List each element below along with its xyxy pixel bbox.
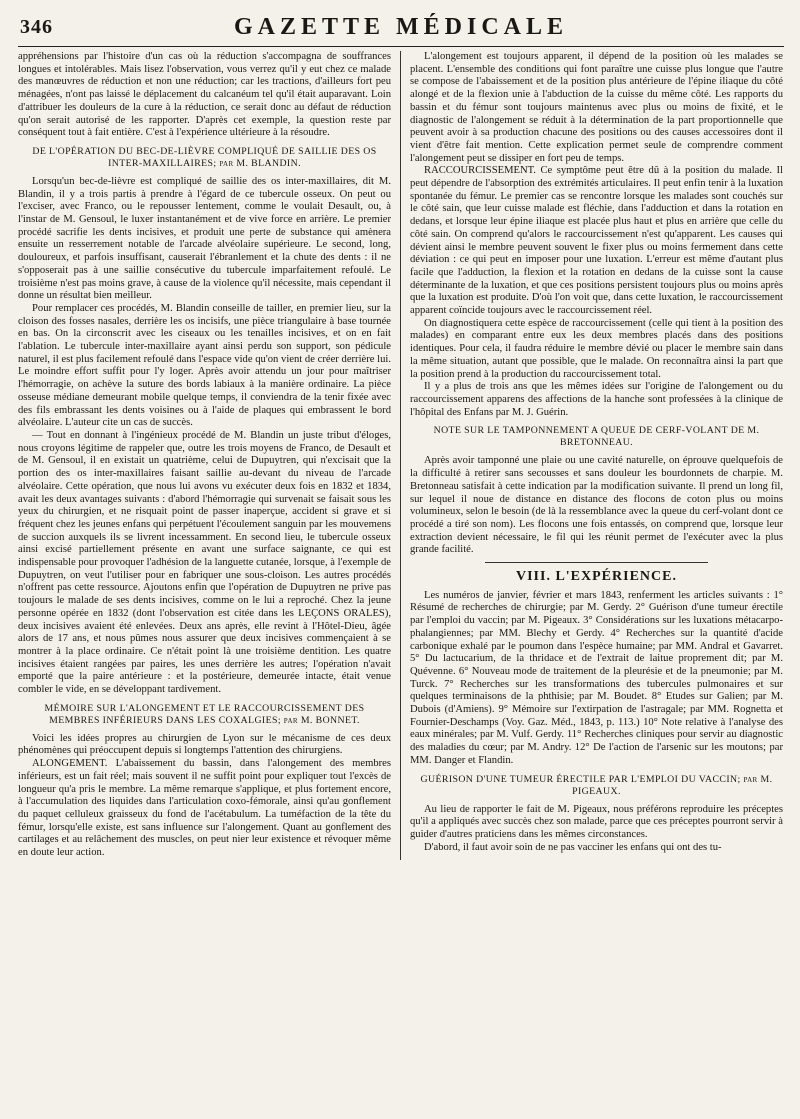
article-title-blandin: DE L'OPÉRATION DU BEC-DE-LIÈVRE COMPLIQUÉ DE SAILLIE DES OS INTER-MAXILLAIRES; par M. BLANDIN. [32, 145, 377, 169]
paragraph-lead: ALONGEMENT. [32, 758, 108, 770]
article-title-pigeaux: GUÉRISON D'UNE TUMEUR ÉRECTILE PAR L'EMPLOI DU VACCIN; par M. PIGEAUX. [420, 773, 773, 797]
paragraph: Après avoir tamponné une plaie ou une cavité naturelle, on éprouve quelquefois de la difficulté à retirer sans secousses et sans douleur les bourdonnets de charpie. M. Bretonneau satisfait à cette indication par la modification suivante. Il prend un long fil, sur lequel il noue de distance en distance des flocons de coton plus ou moins volumineux, selon le besoin (de là la ressemblance avec la queue du cerf-volant dont ce procédé a tiré son nom). Les flocons une fois entassés, on comprend que, lorsque leur extraction devient nécessaire, le fil qui les réunit permet de l'exécuter avec la plus grande facilité. [410, 455, 783, 556]
paragraph: L'alongement est toujours apparent, il dépend de la position où les malades se placent. L'ensemble des conditions qui font paraître une cuisse plus longue que l'autre se compose de l'abaissement et de la position plus antérieure de l'épine iliaque du côté alongé et de la flexion unie à l'abduction de la cuisse du même côté. Les rapports du bassin et du fémur sont toujours maintenus avec plus ou moins de fixité, et le diagnostic de l'alongement se réduit à la détermination de la part proportionnelle que peuvent avoir à sa production chacune des positions ou des causes accessoires dont il vient d'être fait mention. Cette explication permet seule de comprendre comment l'alongement peut se dissiper en fort peu de temps. [410, 51, 783, 164]
paragraph [18, 758, 391, 860]
paragraph: Les numéros de janvier, février et mars 1843, renferment les articles suivants : 1° Résumé de recherches de chirurgie; par M. Gerdy. 2° Guérison d'une tumeur érectile par l'emploi du vaccin; par M. Pigeaux. 3° Considérations sur les luxations métacarpo-phalangiennes; par MM. Blechy et Gerdy. 4° Recherches sur la quantité d'acide carbonique exhalé par le poumon dans l'espèce humaine; par MM. Andral et Gavarret. 5° Du lactucarium, de la thridace et de l'extrait de laitue proprement dit; par M. Quévenne. 6° Nouveau mode de traitement de la pleurésie et de la pneumonie; par M. Turck. 7° Recherches sur les transformations des tubercules pulmonaires et sur quelques terminaisons de la phthisie; par M. Boudet. 8° Etudes sur Galien; par M. Dubois (d'Amiens). 9° Mémoire sur l'extirpation de l'astragale; par MM. Rognetta et Fournier-Deschamps (Voy. Gaz. Méd., 1843, p. 113.) 10° Note relative à l'analyse des eaux minérales; par M. Vulf. Gerdy. 11° Recherches cliniques pour servir au diagnostic des maladies du cœur; par M. Andry. 12° De l'action de l'arsenic sur les moutons; par MM. Danger et Flandin. [410, 589, 783, 766]
text-columns [18, 51, 784, 860]
divider [485, 562, 709, 563]
article-title-bonnet: MÉMOIRE SUR L'ALONGEMENT ET LE RACCOURCISSEMENT DES MEMBRES INFÉRIEURS DANS LES COXALGIES; par M. BONNET. [44, 702, 365, 726]
section-heading: VIII. L'EXPÉRIENCE. [516, 569, 677, 585]
journal-title: GAZETTE MÉDICALE [233, 14, 569, 40]
left-column [18, 51, 401, 860]
paragraph: Pour remplacer ces procédés, M. Blandin conseille de tailler, en premier lieu, sur la cloison des fosses nasales, derrière les os incisifs, une pièce triangulaire à base tournée en bas. On la circonscrit avec les ciseaux ou les tenailles incisives, et on en fait l'ablation. Le tubercule inter-maxillaire ayant ainsi perdu son support, son pédicule naturel, il est plus facilement refoulé dans l'espace vide qu'on vient de créer derrière lui. Le moindre effort suffit pour l'y loger. Après avoir attendu un jour pour maîtriser l'hémorragie, on achève la suture des bords labiaux à la manière ordinaire. La pièce osseuse médiane demeurant mobile quelque temps, il conviendra de la tenir fixée avec des fils embrassant les dents voisines ou à l'aide de plaques qui embrassent le bord alvéolaire. L'auteur cite un cas de succès. [18, 302, 391, 429]
paragraph [410, 165, 783, 317]
paragraph: On diagnostiquera cette espèce de raccourcissement (celle qui tient à la position des malades) en comparant entre eux les deux membres placés dans des positions identiques. Pour cela, il faudra réduire le membre dévié ou placer le membre sain dans la même situation, autant que possible, que le malade. On reconnaîtra ainsi la part que la position prend à la production du raccourcissement total. [410, 317, 783, 380]
paragraph: — Tout en donnant à l'ingénieux procédé de M. Blandin un juste tribut d'éloges, nous croyons légitime de rappeler que, outre les trois moyens de Franco, de Desault et de M. Gensoul, il en existait un quatrième, celui de Dupuytren, qui n'excisait que la portion des os inter-maxillaires faisant saillie au-devant du niveau de l'arcade alvéolaire. Cette opération, que nous lui avons vu exécuter deux fois en 1832 et 1834, avait les deux avantages suivants : d'abord l'hémorragie qui survenait se faisait sous les yeux du chirurgien, et ne risquait point de passer inaperçue, accident si grave et si fréquent chez les jeunes enfans qui perpétuent l'écoulement sanguin par les mouvemens de succion auxquels ils se livrent incessamment. En second lieu, le tubercule osseux ainsi excisé partiellement présente en avant une surface saignante, ce qui est indispensable pour provoquer l'adhésion de la languette cutanée, lorsque, à l'exemple de Dupuytren, on veut l'utiliser pour en fabriquer une sous-cloison. Les autres procédés n'offrent pas cette ressource. Ajoutons enfin que l'opération de Dupuytren ne prive pas toujours le malade de ses dents incisives, comme on le lui a reproché. Chez la jeune personne opérée en 1832 (dont l'observation est citée dans les LEÇONS ORALES), deux incisives avaient été enlevées. Deux ans après, elle revint à l'Hôtel-Dieu, âgée alors de 17 ans, et nous pûmes nous assurer que deux incisives commençaient à se montrer à la place ordinaire. Ce n'était point là une troisième dentition. Les quatre incisives étaient rangées par paires, les unes derrière les autres; l'opération n'avait emporté que la paire antérieure : et la postérieure, demeurée intacte, était venue combler le vide, en se développant tardivement. [18, 429, 392, 696]
page-header [18, 10, 784, 47]
paragraph: appréhensions par l'histoire d'un cas où la réduction s'accompagna de souffrances longues et intolérables. Mais lisez l'observation, vous verrez qu'il y eut chez ce malade des manœuvres de réduction et non une réduction; car les tractions, d'ailleurs fort peu ménagées, n'ont pas laissé le déplacement du calcanéum tel qu'il était auparavant. Loin d'attribuer les douleurs de la cure à la réduction, ce serait donc au défaut de réduction qu'on serait autorisé de les rapporter. D'après cet exemple, la question reste par conséquent tout à fait entière. C'est à l'expérience ultérieure à la résoudre. [18, 51, 391, 139]
paragraph-body: L'abaissement du bassin, dans l'alongement des membres inférieurs, est un fait réel; mais souvent il ne suffit point pour expliquer tout l'excès de longueur qu'a pris le membre. La même remarque s'applique, et plus fortement encore, à l'accumulation des liquides dans l'articulation coxo-fémorale, ainsi qu'au gonflement du paquet celluleux graisseux du fond de l'acétabulum. La tuméfaction de la tête du fémur, lorsqu'elle existe, est sans influence sur l'alongement. Quant au gonflement des cartilages et au relâchement des muscles, on peut nier leur existence et révoquer même en doute leur action. [18, 758, 391, 859]
paragraph-body: Ce symptôme peut être dû à la position du malade. Il peut dépendre de l'absorption des extrémités articulaires. Il peut enfin tenir à la luxation spontanée du fémur. Le premier cas se rencontre lorsque les malades sont couchés sur le côté sain, que leur cuisse malade est fléchie, dans l'adduction et dans la rotation en dedans, et lorsque leur épine iliaque est placée plus haut et plus en arrière que celle du côté sain. On comprend qu'alors le raccourcissement n'est qu'apparent. Les causes qui dévient ainsi le membre peuvent souvent le fixer plus ou moins fermement dans cette déviation : ce qui peut en imposer pour une luxation. L'erreur est même d'autant plus facile que l'adduction, la flexion et la rotation en dedans de la cuisse sont la cause déterminante de la luxation, et que ces positions persistent toujours plus ou moins après que la luxation est produite. D'où l'on voit que, dans cette luxation, le raccourcissement apparent coïncide toujours avec le raccourcissement réel. [410, 165, 783, 317]
paragraph: Au lieu de rapporter le fait de M. Pigeaux, nous préférons reproduire les préceptes qu'il a appliqués avec succès chez son malade, parce que ces préceptes pourront servir à guider d'autres praticiens dans les mêmes circonstances. [410, 803, 783, 840]
paragraph-lead: RACCOURCISSEMENT. [424, 165, 536, 177]
article-title-bretonneau: NOTE SUR LE TAMPONNEMENT A QUEUE DE CERF-VOLANT DE M. BRETONNEAU. [433, 425, 760, 449]
paragraph: D'abord, il faut avoir soin de ne pas vacciner les enfans qui ont des tu- [424, 841, 722, 853]
paragraph: Il y a plus de trois ans que les mêmes idées sur l'origine de l'alongement ou du raccourcissement apparens des affections de la hanche sont professées à la clinique de l'hôpital des Enfans par M. J. Guérin. [410, 381, 783, 418]
paragraph: Voici les idées propres au chirurgien de Lyon sur le mécanisme de ces deux phénomènes qui préoccupent depuis si longtemps l'attention des chirurgiens. [18, 732, 391, 757]
paragraph: Lorsqu'un bec-de-lièvre est compliqué de saillie des os inter-maxillaires, dit M. Blandin, il y a trois partis à prendre à l'égard de ce tubercule osseux. On peut ou l'exciser, avec Franco, ou le repousser lentement, comme le voulait Desault, ou, à l'instar de M. Gensoul, le luxer instantanément et de vive force en arrière. Le premier procédé sacrifie les dents incisives, et produit une perte de substance qui amènera ensuite un resserrement notable de l'arcade alvéolaire supérieure. Le second, long, douloureux, et parfois insuffisant, causerait l'ébranlement et la chute des dents : il ne s'opposerait pas à une saillie consécutive du tubercule imparfaitement refoulé. Le troisième n'est pas moins grave, à cause de la violence qu'il nécessite, mais cependant il donne un résultat bien meilleur. [18, 175, 391, 302]
page-number: 346 [20, 16, 53, 38]
right-column [401, 51, 783, 860]
